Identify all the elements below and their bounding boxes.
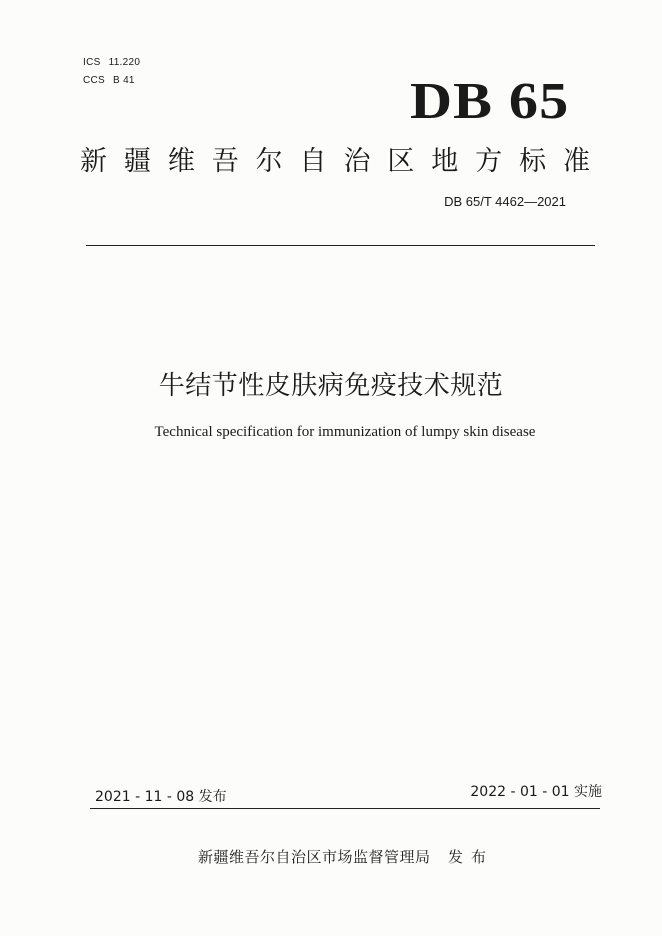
standard-type-char: 疆 bbox=[123, 146, 151, 177]
standard-type-char: 标 bbox=[519, 146, 547, 177]
standard-type-heading bbox=[80, 142, 590, 182]
issue-label: 发布 bbox=[448, 848, 495, 866]
ccs-code: B 41 bbox=[113, 75, 135, 86]
ics-code: 11.220 bbox=[108, 57, 141, 68]
standard-type-char: 尔 bbox=[255, 146, 283, 177]
issuing-authority: 新疆维吾尔自治区市场监督管理局 bbox=[198, 848, 431, 866]
standard-number: DB 65/T 4462—2021 bbox=[444, 194, 566, 209]
ccs-classification bbox=[83, 75, 143, 86]
db-logo: DB 65 bbox=[410, 73, 570, 130]
standard-type-char: 方 bbox=[475, 146, 503, 177]
title-chinese: 牛结节性皮肤病免疫技术规范 bbox=[158, 371, 504, 401]
standard-type-char: 自 bbox=[299, 146, 327, 177]
bottom-divider bbox=[90, 808, 600, 809]
standard-type-char: 新 bbox=[80, 146, 107, 177]
standard-type-char: 维 bbox=[167, 146, 195, 177]
standard-type-char: 区 bbox=[387, 146, 415, 177]
standard-type-char: 吾 bbox=[211, 146, 239, 177]
standard-type-char: 准 bbox=[562, 146, 590, 177]
ics-label: ICS bbox=[83, 57, 101, 68]
top-divider bbox=[86, 245, 595, 246]
ics-classification bbox=[83, 57, 148, 68]
ccs-label: CCS bbox=[83, 75, 106, 86]
issue-date: 2021 - 11 - 08 发布 bbox=[95, 789, 227, 805]
title-english: Technical specification for immunization of lumpy skin disease bbox=[154, 424, 536, 440]
standard-type-char: 地 bbox=[431, 146, 459, 177]
implementation-date: 2022 - 01 - 01 实施 bbox=[470, 784, 602, 800]
standard-type-char: 治 bbox=[343, 146, 371, 177]
